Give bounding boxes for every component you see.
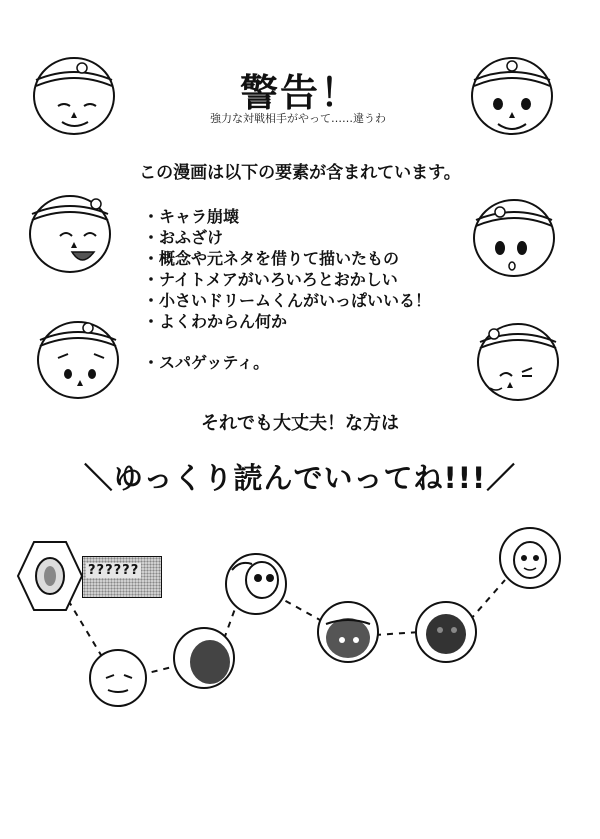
list-item-extra: ・スパゲッティ。 — [143, 353, 270, 372]
character-node-icon — [90, 650, 146, 706]
mystery-label: ?????? — [88, 563, 140, 578]
list-item: ・ナイトメアがいろいろとおかしい — [143, 270, 398, 289]
content-element-list — [143, 206, 431, 332]
warning-subtitle: 強力な対戦相手がやって……違うわ — [210, 112, 386, 125]
list-item: ・キャラ崩壊 — [143, 207, 240, 226]
skull-head-icon — [470, 310, 566, 406]
content-intro: この漫画は以下の要素が含まれています。 — [139, 163, 461, 183]
list-item: ・小さいドリームくんがいっぱいいる！ — [143, 291, 432, 310]
skull-head-icon — [26, 44, 122, 140]
skull-head-icon — [466, 186, 562, 282]
read-banner: ＼ゆっくり読んでいってね!!!／ — [83, 461, 517, 495]
warning-title: 警告！ — [239, 71, 360, 115]
list-item: ・概念や元ネタを借りて描いたもの — [143, 249, 400, 268]
skull-head-icon — [30, 308, 126, 404]
list-item: ・よくわからん何か — [143, 312, 288, 331]
ok-line: それでも大丈夫！な方は — [201, 413, 399, 434]
list-item: ・おふざけ — [143, 228, 224, 247]
skull-head-icon — [22, 182, 118, 278]
character-path-diagram — [0, 520, 600, 720]
skull-head-icon — [464, 44, 560, 140]
